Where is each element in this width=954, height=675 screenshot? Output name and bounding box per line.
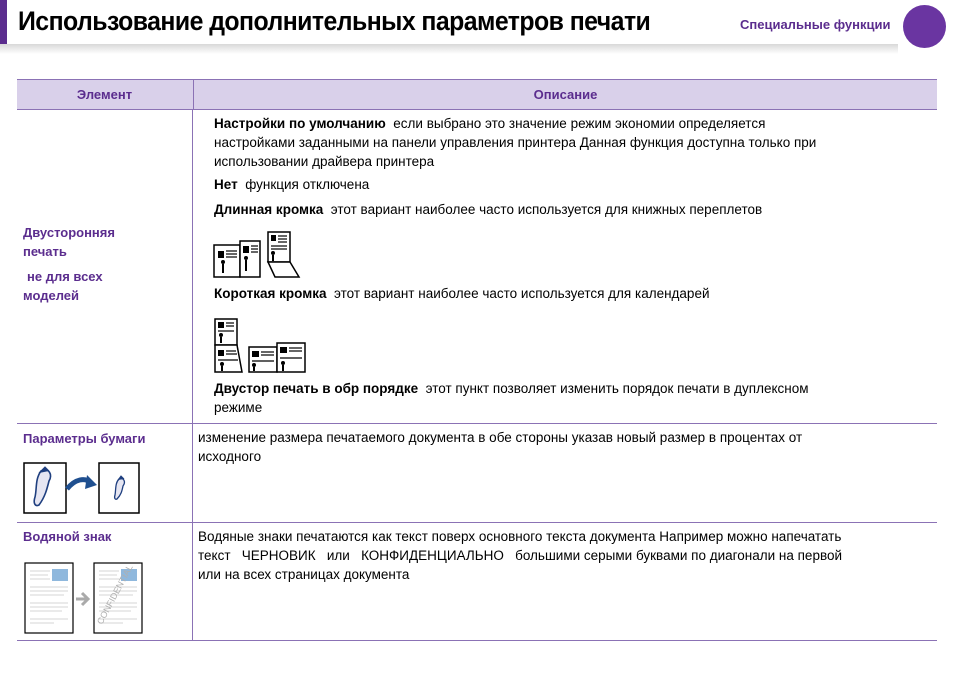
element-duplex-line: печать: [23, 244, 67, 259]
column-header-element: Элемент: [76, 87, 133, 102]
watermark-description: [198, 527, 932, 584]
element-duplex-line: Двусторонняя: [23, 225, 115, 240]
option-text: режиме: [214, 400, 263, 415]
paper-description: [198, 428, 932, 466]
option-text: если выбрано это значение режим экономии определяется: [393, 116, 766, 131]
paper-scaling-icon: [23, 461, 141, 515]
element-duplex-note: не для всех: [27, 269, 103, 284]
option-text: настройками заданными на панели управления принтера Данная функция доступна только при: [214, 135, 817, 150]
element-paper: Параметры бумаги: [23, 431, 146, 446]
page-title: Использование дополнительных параметров печати: [18, 6, 651, 36]
table-header: [17, 79, 937, 110]
duplex-default-option: [214, 114, 934, 171]
element-duplex: [23, 223, 115, 305]
option-label: Длинная кромка: [214, 202, 324, 217]
element-duplex-note: моделей: [23, 288, 80, 303]
table-row-watermark: [17, 523, 937, 641]
section-indicator-dot: [903, 5, 946, 48]
option-label: Короткая кромка: [214, 286, 327, 301]
description-line: текст ЧЕРНОВИК или КОНФИДЕНЦИАЛЬНО большими серыми буквами по диагонали на первой: [198, 548, 843, 563]
element-watermark: Водяной знак: [23, 529, 112, 544]
table-row-duplex: [17, 110, 937, 424]
column-header-description: Описание: [193, 80, 937, 109]
title-divider: [0, 44, 898, 54]
option-text: использовании драйвера принтера: [214, 154, 435, 169]
duplex-reverse-order-option: [214, 379, 934, 417]
section-label[interactable]: Специальные функции: [740, 17, 891, 32]
watermark-sample-icon: [24, 561, 144, 635]
long-edge-duplex-icon: [213, 231, 303, 279]
description-line: Водяные знаки печатаются как текст поверх основного текста документа Например можно напечатать: [198, 529, 842, 544]
duplex-none-option: [214, 175, 369, 194]
option-text: функция отключена: [245, 177, 370, 192]
option-text: этот вариант наиболее часто используется для книжных переплетов: [330, 202, 763, 217]
description-line: изменение размера печатаемого документа в обе стороны указав новый размер в процентах от: [198, 430, 803, 445]
table-row-paper: [17, 424, 937, 523]
option-label: Двустор печать в обр порядке: [214, 381, 419, 396]
option-label: Нет: [214, 177, 238, 192]
option-label: Настройки по умолчанию: [214, 116, 386, 131]
duplex-short-edge-option: [214, 284, 710, 303]
option-text: этот пункт позволяет изменить порядок печати в дуплексном: [425, 381, 809, 396]
duplex-long-edge-option: [214, 200, 762, 219]
short-edge-duplex-icon: [214, 318, 310, 374]
watermark-sample-text: CONFIDENTIAL: [94, 562, 135, 626]
description-line: исходного: [198, 449, 262, 464]
option-text: этот вариант наиболее часто используется для календарей: [334, 286, 710, 301]
description-line: или на всех страницах документа: [198, 567, 410, 582]
